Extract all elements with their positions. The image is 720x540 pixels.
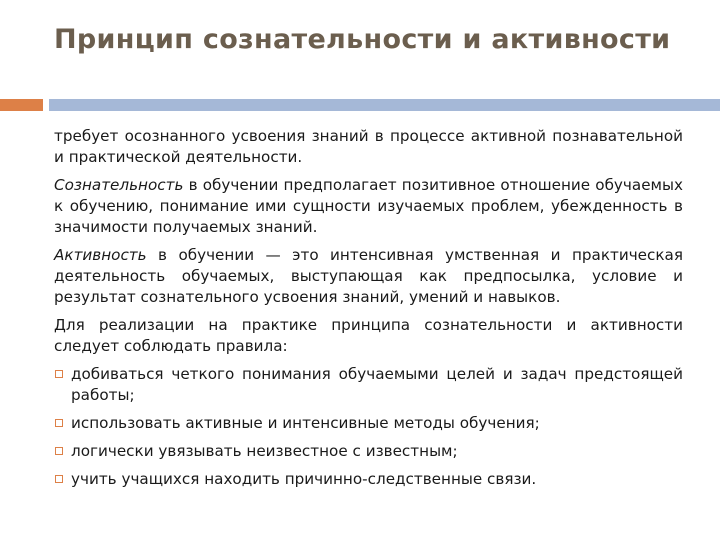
paragraph-consciousness-text: в обучении предполагает позитивное отношение обучаемых к обучению, понимание ими сущности изучаемых проблем, убежденность в значимости получаемых знаний. bbox=[54, 176, 683, 236]
accent-square bbox=[0, 99, 43, 111]
rules-list bbox=[54, 364, 683, 490]
list-item bbox=[54, 413, 683, 434]
paragraph-activity-text: в обучении — это интенсивная умственная и практическая деятельность обучаемых, выступающая как предпосылка, условие и результат сознательного усвоения знаний, умений и навыков. bbox=[54, 246, 683, 306]
hollow-square-icon bbox=[55, 447, 63, 455]
slide-content bbox=[54, 126, 683, 497]
list-item bbox=[54, 441, 683, 462]
paragraph-rules-intro-text: Для реализации на практике принципа сознательности и активности следует соблюдать правила: bbox=[54, 316, 683, 355]
term-consciousness: Сознательность bbox=[54, 176, 184, 194]
hollow-square-icon bbox=[55, 370, 63, 378]
hollow-square-icon bbox=[55, 475, 63, 483]
paragraph-activity bbox=[54, 245, 683, 308]
paragraph-rules-intro bbox=[54, 315, 683, 357]
paragraph-intro-text: требует осознанного усвоения знаний в процессе активной познавательной и практической деятельности. bbox=[54, 127, 683, 166]
accent-bar bbox=[49, 99, 720, 111]
slide-title: Принцип сознательности и активности bbox=[54, 24, 671, 55]
paragraph-intro bbox=[54, 126, 683, 168]
paragraph-consciousness bbox=[54, 175, 683, 238]
hollow-square-icon bbox=[55, 419, 63, 427]
list-item-text: логически увязывать неизвестное с известным; bbox=[71, 442, 458, 460]
list-item-text: использовать активные и интенсивные методы обучения; bbox=[71, 414, 540, 432]
list-item-text: учить учащихся находить причинно-следственные связи. bbox=[71, 470, 537, 488]
list-item-text: добиваться четкого понимания обучаемыми целей и задач предстоящей работы; bbox=[71, 365, 683, 404]
term-activity: Активность bbox=[54, 246, 147, 264]
list-item bbox=[54, 364, 683, 406]
list-item bbox=[54, 469, 683, 490]
